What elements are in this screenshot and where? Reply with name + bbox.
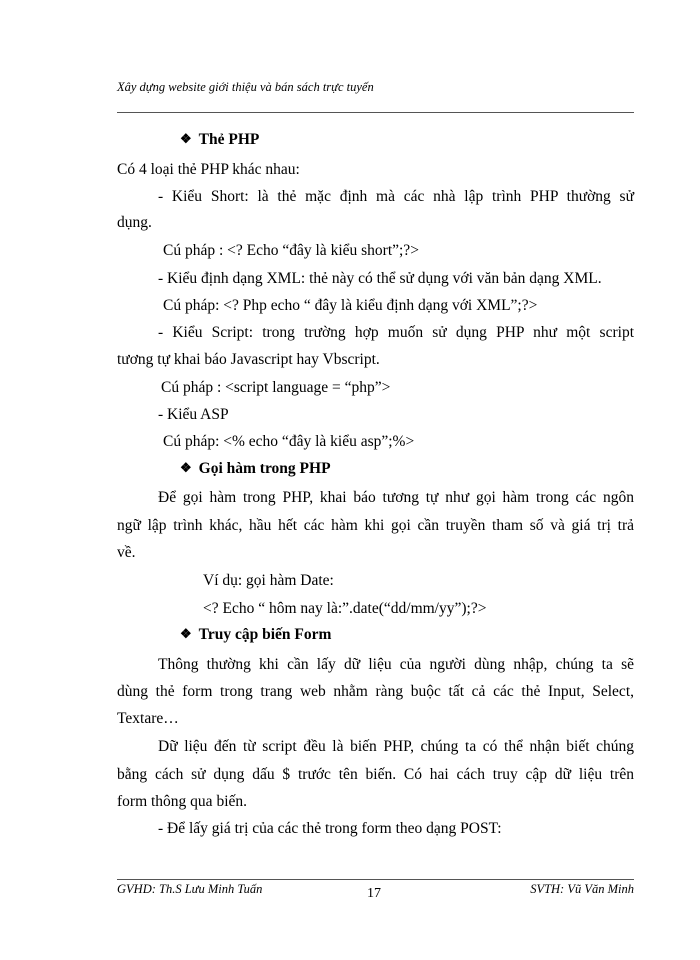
paragraph-line: dụng.	[117, 214, 152, 231]
example-code: <? Echo “ hôm nay là:”.date(“dd/mm/yy”);?>	[203, 600, 487, 617]
paragraph-line: form thông qua biến.	[117, 793, 248, 810]
syntax-line: Cú pháp: <? Php echo “ đây là kiểu định dạng với XML”;?>	[163, 297, 538, 314]
footer-supervisor: GVHD: Th.S Lưu Minh Tuấn	[117, 882, 263, 896]
paragraph-line: ngữ lập trình khác, hầu hết các hàm khi gọi cần truyền tham số và giá trị trả	[117, 517, 634, 534]
heading-text: Thẻ PHP	[198, 131, 260, 148]
paragraph-line: Thông thường khi cần lấy dữ liệu của người dùng nhập, chúng ta sẽ	[158, 656, 634, 673]
heading-text: Gọi hàm trong PHP	[198, 460, 331, 477]
syntax-line: Cú pháp : <? Echo “đây là kiểu short”;?>	[163, 242, 419, 259]
paragraph-line: dùng thẻ form trong trang web nhằm ràng buộc tất cả các thẻ Input, Select,	[117, 683, 634, 700]
diamond-bullet-icon: ❖	[180, 626, 192, 641]
paragraph-line: - Kiểu ASP	[158, 406, 229, 423]
paragraph-line: - Để lấy giá trị của các thẻ trong form theo dạng POST:	[158, 820, 502, 837]
paragraph-line: Dữ liệu đến từ script đều là biến PHP, chúng ta có thể nhận biết chúng	[158, 738, 634, 755]
header-divider	[117, 112, 634, 113]
paragraph-line: bằng cách sử dụng dấu $ trước tên biến. Có hai cách truy cập dữ liệu trên	[117, 766, 634, 783]
section-heading-truy-cap	[180, 626, 331, 644]
paragraph-line: tương tự khai báo Javascript hay Vbscript.	[117, 351, 380, 368]
paragraph-line: - Kiểu Script: trong trường hợp muốn sử dụng PHP như một script	[158, 324, 634, 341]
paragraph-line: về.	[117, 544, 136, 561]
page-number: 17	[367, 886, 381, 901]
footer-student: SVTH: Vũ Văn Minh	[530, 882, 634, 896]
diamond-bullet-icon: ❖	[180, 460, 192, 475]
paragraph-line: Để gọi hàm trong PHP, khai báo tương tự như gọi hàm trong các ngôn	[158, 489, 634, 506]
example-label: Ví dụ: gọi hàm Date:	[203, 572, 334, 589]
heading-text: Truy cập biến Form	[198, 626, 332, 643]
section-heading-the-php	[180, 131, 259, 149]
syntax-line: Cú pháp : <script language = “php”>	[161, 379, 391, 396]
paragraph-line: - Kiểu định dạng XML: thẻ này có thể sử dụng với văn bản dạng XML.	[158, 270, 602, 287]
paragraph-line: - Kiểu Short: là thẻ mặc định mà các nhà lập trình PHP thường sử	[158, 188, 634, 205]
paragraph-line: Textare…	[117, 710, 179, 727]
syntax-line: Cú pháp: <% echo “đây là kiểu asp”;%>	[163, 433, 415, 450]
running-header: Xây dựng website giới thiệu và bán sách trực tuyến	[117, 80, 374, 94]
footer-divider	[117, 879, 634, 880]
diamond-bullet-icon: ❖	[180, 131, 192, 146]
paragraph: Có 4 loại thẻ PHP khác nhau:	[117, 161, 300, 178]
section-heading-goi-ham	[180, 460, 331, 478]
